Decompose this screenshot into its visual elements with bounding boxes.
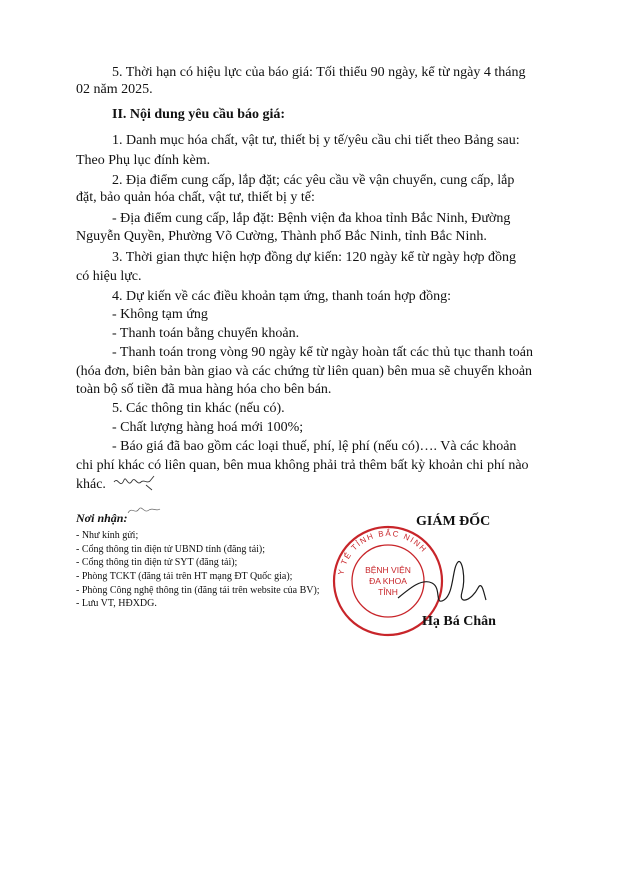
para-2-cont: đặt, bảo quản hóa chất, vật tư, thiết bị y tế: (76, 190, 315, 205)
para-2: 2. Địa điểm cung cấp, lắp đặt; các yêu cầu về vận chuyển, cung cấp, lắp (112, 173, 515, 188)
para-1-cont: Theo Phụ lục đính kèm. (76, 153, 211, 168)
seal-text-2: ĐA KHOA (369, 576, 407, 586)
handwritten-signature (392, 548, 492, 618)
recipient-item: - Cổng thông tin điện tử UBND tỉnh (đăng tải); (76, 544, 266, 555)
recipient-item: - Như kính gửi; (76, 530, 139, 541)
seal-text-1: BỆNH VIỆN (365, 565, 411, 575)
para-4-item-3-cont: (hóa đơn, biên bản bàn giao và các chứng từ liên quan) bên mua sẽ chuyển khoản (76, 364, 533, 379)
para-4-item-3: - Thanh toán trong vòng 90 ngày kể từ ngày hoàn tất các thủ tục thanh toán (112, 345, 533, 360)
recipient-item: - Phòng TCKT (đăng tải trên HT mạng ĐT Quốc gia); (76, 571, 293, 582)
para-5-item-2: - Báo giá đã bao gồm các loại thuế, phí, lệ phí (nếu có)…. Và các khoản (112, 439, 517, 454)
section-heading: II. Nội dung yêu cầu báo giá: (112, 107, 286, 122)
recipient-item: - Lưu VT, HĐXDG. (76, 598, 157, 609)
para-validity: 5. Thời hạn có hiệu lực của báo giá: Tối thiểu 90 ngày, kể từ ngày 4 tháng (112, 65, 526, 80)
para-3: 3. Thời gian thực hiện hợp đồng dự kiến: 120 ngày kể từ ngày hợp đồng (112, 250, 516, 265)
seal-text-3: TỈNH (378, 587, 398, 597)
para-1: 1. Danh mục hóa chất, vật tư, thiết bị y tế/yêu cầu chi tiết theo Bảng sau: (112, 133, 520, 148)
recipient-item: - Cổng thông tin điện tử SYT (đăng tải); (76, 557, 238, 568)
recipients-initial (126, 503, 162, 517)
para-4: 4. Dự kiến về các điều khoản tạm ứng, thanh toán hợp đồng: (112, 289, 452, 304)
recipients-heading: Nơi nhận: (76, 511, 128, 525)
para-5-item-1: - Chất lượng hàng hoá mới 100%; (112, 420, 304, 435)
signer-title: GIÁM ĐỐC (416, 514, 491, 529)
para-4-item-2: - Thanh toán bằng chuyển khoản. (112, 326, 300, 341)
para-2-location-cont: Nguyễn Quyền, Phường Võ Cường, Thành phố Bắc Ninh, tỉnh Bắc Ninh. (76, 229, 487, 244)
para-5: 5. Các thông tin khác (nếu có). (112, 401, 285, 416)
para-5-item-2-cont: chi phí khác có liên quan, bên mua không phải trả thêm bất kỳ khoản chi phí nào (76, 458, 529, 473)
para-3-cont: có hiệu lực. (76, 269, 142, 284)
signer-name: Hạ Bá Chân (422, 614, 496, 629)
para-4-item-3-cont2: toàn bộ số tiền đã mua hàng hóa cho bên bán. (76, 382, 332, 397)
para-5-item-2-cont2: khác. (76, 477, 106, 492)
para-2-location: - Địa điểm cung cấp, lắp đặt: Bệnh viện đa khoa tỉnh Bắc Ninh, Đường (112, 211, 511, 226)
recipient-item: - Phòng Công nghệ thông tin (đăng tải trên website của BV); (76, 585, 320, 596)
initial-signature (112, 472, 158, 494)
seal-ring-text: Y TẾ TỈNH BẮC NINH (336, 528, 429, 576)
para-validity-cont: 02 năm 2025. (76, 82, 153, 97)
para-4-item-1: - Không tạm ứng (112, 307, 208, 322)
